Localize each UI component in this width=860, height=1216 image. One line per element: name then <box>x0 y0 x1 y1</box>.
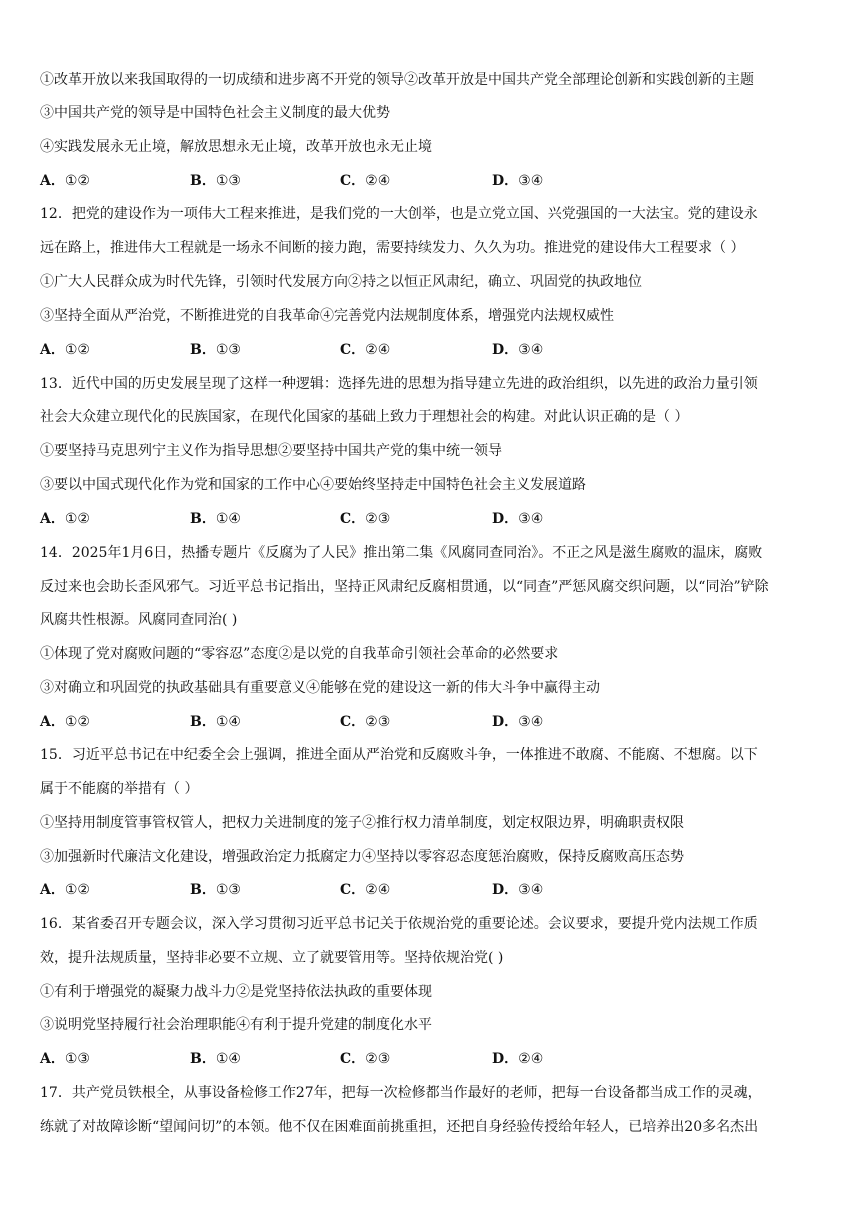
q13-option-b[interactable]: B．①④ <box>190 511 241 527</box>
q14-stem-line-1: 14．2025年1月6日，热播专题片《反腐为了人民》推出第二集《风腐同查同治》。不正之风是滋生腐败的温床，腐败 <box>40 545 763 561</box>
q11-statement-4: ④实践发展永无止境，解放思想永无止境，改革开放也永无止境 <box>40 139 432 155</box>
q14-option-b[interactable]: B．①④ <box>190 714 241 730</box>
q14-statement-3-4: ③对确立和巩固党的执政基础具有重要意义④能够在党的建设这一新的伟大斗争中赢得主动 <box>40 680 600 696</box>
q12-options <box>40 340 800 360</box>
q13-stem-line-2: 社会大众建立现代化的民族国家，在现代化国家的基础上致力于理想社会的构建。对此认识正确的是（ ） <box>40 409 689 425</box>
q14-option-d[interactable]: D．③④ <box>492 714 544 730</box>
q12-option-a[interactable]: A．①② <box>40 342 90 358</box>
q14-statement-1-2: ①体现了党对腐败问题的“零容忍”态度②是以党的自我革命引领社会革命的必然要求 <box>40 646 559 662</box>
q12-stem-line-2: 远在路上，推进伟大工程就是一场永不间断的接力跑，需要持续发力、久久为功。推进党的建设伟大工程要求（ ） <box>40 240 745 256</box>
q12-statement-1-2: ①广大人民群众成为时代先锋，引领时代发展方向②持之以恒正风肃纪，确立、巩固党的执政地位 <box>40 274 642 290</box>
q16-option-b[interactable]: B．①④ <box>190 1051 241 1067</box>
q12-option-d[interactable]: D．③④ <box>492 342 544 358</box>
q11-statement-1-2: ①改革开放以来我国取得的一切成绩和进步离不开党的领导②改革开放是中国共产党全部理论创新和实践创新的主题 <box>40 72 754 88</box>
q16-statement-1-2: ①有利于增强党的凝聚力战斗力②是党坚持依法执政的重要体现 <box>40 984 432 1000</box>
q15-stem-line-1: 15．习近平总书记在中纪委全会上强调，推进全面从严治党和反腐败斗争，一体推进不敢腐、不能腐、不想腐。以下 <box>40 747 758 763</box>
q15-statement-1-2: ①坚持用制度管事管权管人，把权力关进制度的笼子②推行权力清单制度，划定权限边界，明确职责权限 <box>40 815 684 831</box>
q15-options <box>40 880 800 900</box>
q14-stem-line-3: 风腐共性根源。风腐同查同治( ) <box>40 612 238 628</box>
q17-stem-line-2: 练就了对故障诊断“望闻问切”的本领。他不仅在困难面前挑重担，还把自身经验传授给年轻人，已培养出20多名杰出 <box>40 1119 759 1135</box>
q17-stem-line-1: 17．共产党员铁根全，从事设备检修工作27年，把每一次检修都当作最好的老师，把每一台设备都当成工作的灵魂， <box>40 1085 762 1101</box>
q16-option-c[interactable]: C．②③ <box>340 1051 391 1067</box>
q13-option-d[interactable]: D．③④ <box>492 511 544 527</box>
q12-statement-3-4: ③坚持全面从严治党，不断推进党的自我革命④完善党内法规制度体系，增强党内法规权威性 <box>40 308 614 324</box>
q16-option-a[interactable]: A．①③ <box>40 1051 90 1067</box>
q11-option-b[interactable]: B．①③ <box>190 173 241 189</box>
q14-option-a[interactable]: A．①② <box>40 714 90 730</box>
q16-options <box>40 1049 800 1069</box>
q11-option-a[interactable]: A．①② <box>40 173 90 189</box>
q14-stem-line-2: 反过来也会助长歪风邪气。习近平总书记指出，坚持正风肃纪反腐相贯通，以“同查”严惩风腐交织问题，以“同治”铲除 <box>40 579 769 595</box>
q16-stem-line-1: 16．某省委召开专题会议，深入学习贯彻习近平总书记关于依规治党的重要论述。会议要求，要提升党内法规工作质 <box>40 916 758 932</box>
q12-option-b[interactable]: B．①③ <box>190 342 241 358</box>
q13-stem-line-1: 13．近代中国的历史发展呈现了这样一种逻辑：选择先进的思想为指导建立先进的政治组织，以先进的政治力量引领 <box>40 376 758 392</box>
q11-option-d[interactable]: D．③④ <box>492 173 544 189</box>
q16-stem-line-2: 效，提升法规质量，坚持非必要不立规、立了就要管用等。坚持依规治党( ) <box>40 950 504 966</box>
q11-statement-3: ③中国共产党的领导是中国特色社会主义制度的最大优势 <box>40 105 390 121</box>
q13-option-c[interactable]: C．②③ <box>340 511 391 527</box>
q12-stem-line-1: 12．把党的建设作为一项伟大工程来推进，是我们党的一大创举，也是立党立国、兴党强国的一大法宝。党的建设永 <box>40 206 758 222</box>
q15-stem-line-2: 属于不能腐的举措有（ ） <box>40 781 199 797</box>
q14-options <box>40 712 800 732</box>
q15-option-c[interactable]: C．②④ <box>340 882 391 898</box>
q14-option-c[interactable]: C．②③ <box>340 714 391 730</box>
q13-options <box>40 509 800 529</box>
q16-option-d[interactable]: D．②④ <box>492 1051 544 1067</box>
q15-option-d[interactable]: D．③④ <box>492 882 544 898</box>
q11-option-c[interactable]: C．②④ <box>340 173 391 189</box>
q13-option-a[interactable]: A．①② <box>40 511 90 527</box>
q15-option-a[interactable]: A．①② <box>40 882 90 898</box>
q13-statement-1-2: ①要坚持马克思列宁主义作为指导思想②要坚持中国共产党的集中统一领导 <box>40 443 502 459</box>
q15-statement-3-4: ③加强新时代廉洁文化建设，增强政治定力抵腐定力④坚持以零容忍态度惩治腐败，保持反腐败高压态势 <box>40 849 684 865</box>
q15-option-b[interactable]: B．①③ <box>190 882 241 898</box>
q13-statement-3-4: ③要以中国式现代化作为党和国家的工作中心④要始终坚持走中国特色社会主义发展道路 <box>40 477 586 493</box>
q12-option-c[interactable]: C．②④ <box>340 342 391 358</box>
q11-options <box>40 171 800 191</box>
q16-statement-3-4: ③说明党坚持履行社会治理职能④有利于提升党建的制度化水平 <box>40 1017 432 1033</box>
